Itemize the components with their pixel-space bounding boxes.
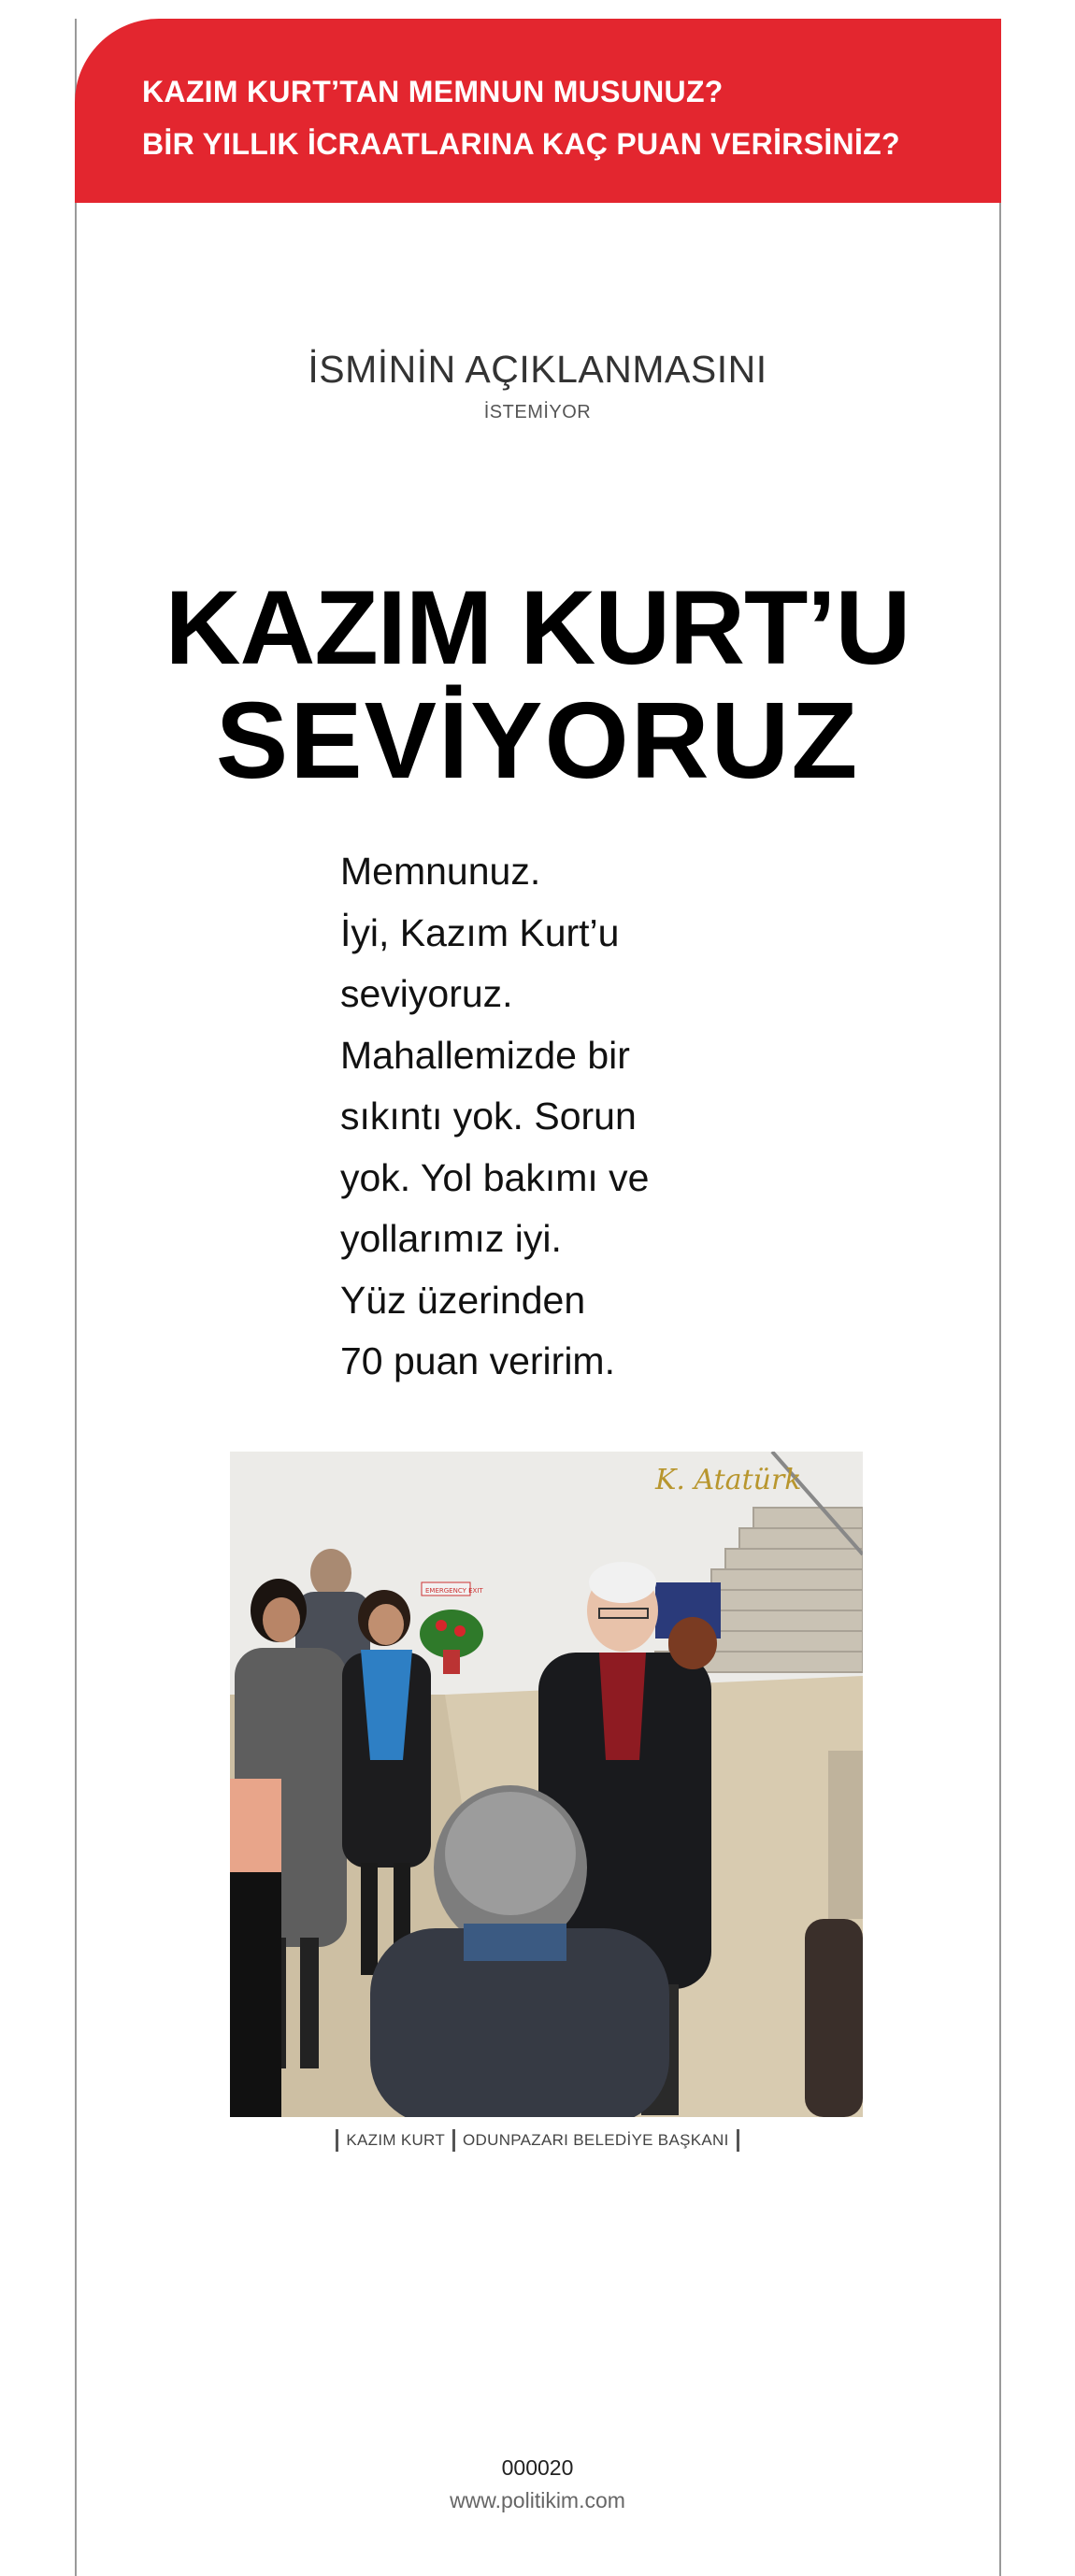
quote-line: Memnunuz.	[340, 850, 541, 893]
banner-question-1: KAZIM KURT’TAN MEMNUN MUSUNUZ?	[142, 75, 724, 108]
respondent-name-note-sub: İSTEMİYOR	[483, 402, 592, 422]
header-banner	[75, 19, 1001, 203]
photo-caption	[0, 2129, 1075, 2152]
page-code: 000020	[501, 2455, 574, 2480]
quote-line: İyi, Kazım Kurt’u	[340, 910, 620, 954]
banner-question-2: BİR YILLIK İCRAATLARINA KAÇ PUAN VERİRSİNİZ?	[142, 127, 900, 161]
quote-line: sıkıntı yok. Sorun	[340, 1095, 637, 1138]
caption-divider	[336, 2129, 338, 2152]
quote-line: Yüz üzerinden	[340, 1278, 586, 1322]
photo-exit-sign: EMERGENCY EXIT	[425, 1587, 483, 1595]
quote-text	[340, 841, 733, 1393]
caption-name: KAZIM KURT	[346, 2131, 446, 2149]
headline-line-2: SEVİYORUZ	[215, 680, 860, 801]
quote-line: Mahallemizde bir	[340, 1033, 630, 1077]
headline-line-1: KAZIM KURT’U	[165, 569, 910, 686]
photo-wall-signature: K. Atatürk	[655, 1464, 802, 1496]
respondent-name-note: İSMİNİN AÇIKLANMASINI	[308, 348, 767, 391]
quote-line: yollarımız iyi.	[340, 1217, 562, 1260]
quote-line: seviyoruz.	[340, 972, 513, 1015]
website-link[interactable]: www.politikim.com	[450, 2488, 625, 2512]
event-photo	[230, 1452, 863, 2117]
quote-line: 70 puan veririm.	[340, 1339, 615, 1382]
caption-title: ODUNPAZARI BELEDİYE BAŞKANI	[463, 2131, 729, 2149]
caption-divider	[452, 2129, 455, 2152]
caption-divider	[737, 2129, 739, 2152]
quote-line: yok. Yol bakımı ve	[340, 1155, 650, 1199]
